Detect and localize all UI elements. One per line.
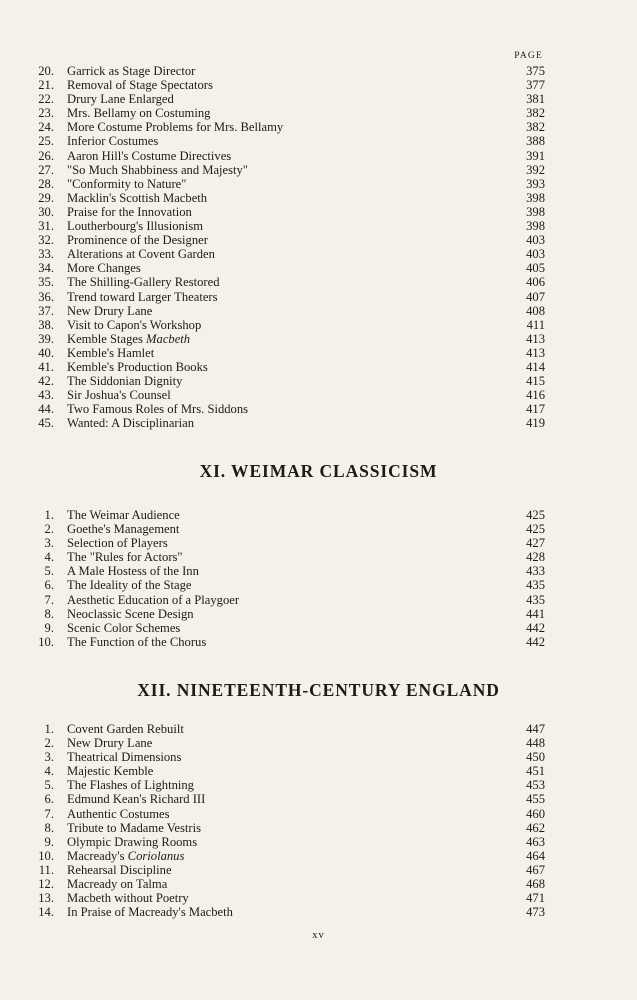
entry-number: 32. <box>38 233 54 248</box>
entry-number: 10. <box>38 634 54 649</box>
toc-entry <box>28 219 545 233</box>
toc-entry <box>28 621 545 635</box>
entry-title <box>67 607 485 621</box>
entry-number: 37. <box>38 303 54 318</box>
entry-title <box>67 578 485 592</box>
entry-title-text: Praise for the Innovation <box>67 204 192 219</box>
entry-title <box>67 750 485 764</box>
toc-entry <box>28 905 545 919</box>
entry-title-text: Inferior Costumes <box>67 134 159 149</box>
entry-title-text: A Male Hostess of the Inn <box>67 564 199 579</box>
entry-title <box>67 78 485 92</box>
entry-number: 9. <box>44 834 54 849</box>
entry-number: 35. <box>38 275 54 290</box>
page-column-label: PAGE <box>514 51 543 61</box>
entry-page: 433 <box>526 564 545 579</box>
entry-title <box>67 416 485 430</box>
toc-entry <box>28 863 545 877</box>
entry-title-text: New Drury Lane <box>67 736 153 751</box>
entry-number: 39. <box>38 331 54 346</box>
entry-page: 425 <box>526 508 545 522</box>
entry-number: 42. <box>38 374 54 389</box>
entry-page: 403 <box>526 233 545 248</box>
entry-title-text: Rehearsal Discipline <box>67 862 172 877</box>
toc-entry <box>28 78 545 92</box>
entry-page: 473 <box>526 905 545 920</box>
entry-title-text: Wanted: A Disciplinarian <box>67 416 194 431</box>
entry-page: 414 <box>526 359 545 374</box>
toc-entry <box>28 290 545 304</box>
entry-number: 8. <box>44 606 54 621</box>
entry-title-text: More Changes <box>67 261 141 276</box>
entry-title <box>67 550 485 564</box>
entry-title-text: Prominence of the Designer <box>67 233 208 248</box>
entry-title <box>67 821 485 835</box>
entry-title <box>67 835 485 849</box>
entry-title-text: Aesthetic Education of a Playgoer <box>67 592 240 607</box>
entry-page: 416 <box>526 388 545 403</box>
entry-title <box>67 564 485 578</box>
entry-page: 455 <box>526 792 545 807</box>
entry-number: 44. <box>38 402 54 417</box>
entry-title <box>67 621 485 635</box>
entry-title <box>67 764 485 778</box>
entry-title <box>67 149 485 163</box>
entry-number: 26. <box>38 148 54 163</box>
entry-page: 381 <box>526 92 545 107</box>
entry-title-italic: Macbeth <box>146 331 191 346</box>
toc-entry <box>28 388 545 402</box>
toc-entry <box>28 522 545 536</box>
entry-number: 23. <box>38 106 54 121</box>
entry-number: 9. <box>44 620 54 635</box>
entry-title <box>67 388 485 402</box>
toc-entry <box>28 261 545 275</box>
entry-page: 462 <box>526 820 545 835</box>
entry-title-text: Loutherbourg's Illusionism <box>67 219 204 234</box>
entry-page: 448 <box>526 736 545 751</box>
entry-title <box>67 219 485 233</box>
entry-number: 5. <box>44 564 54 579</box>
entry-title <box>67 346 485 360</box>
entry-title <box>67 304 485 318</box>
entry-title <box>67 247 485 261</box>
entry-number: 6. <box>44 578 54 593</box>
entry-page: 392 <box>526 162 545 177</box>
toc-entry <box>28 849 545 863</box>
entry-title <box>67 722 485 736</box>
entry-title-text: "Conformity to Nature" <box>67 176 187 191</box>
entry-title <box>67 261 485 275</box>
entry-title <box>67 635 485 649</box>
entry-number: 13. <box>38 891 54 906</box>
entry-title-text: Edmund Kean's Richard III <box>67 792 206 807</box>
entry-page: 441 <box>526 606 545 621</box>
toc-entry <box>28 92 545 106</box>
entry-title <box>67 106 485 120</box>
entry-title-text: Macready on Talma <box>67 877 168 892</box>
entry-title-text: Neoclassic Scene Design <box>67 606 194 621</box>
entry-title-text: New Drury Lane <box>67 303 153 318</box>
entry-page: 417 <box>526 402 545 417</box>
entry-title-text: Alterations at Covent Garden <box>67 247 215 262</box>
entry-page: 442 <box>526 620 545 635</box>
toc-entry <box>28 807 545 821</box>
entry-page: 398 <box>526 219 545 234</box>
entry-page: 425 <box>526 522 545 537</box>
entry-number: 28. <box>38 176 54 191</box>
entry-page: 435 <box>526 592 545 607</box>
entry-page: 460 <box>526 806 545 821</box>
entry-number: 24. <box>38 120 54 135</box>
entry-title <box>67 593 485 607</box>
toc-entry <box>28 360 545 374</box>
toc-entry <box>28 593 545 607</box>
entry-number: 36. <box>38 289 54 304</box>
entry-title-text: Macbeth without Poetry <box>67 891 189 906</box>
entry-title-text: More Costume Problems for Mrs. Bellamy <box>67 120 284 135</box>
toc-entry <box>28 792 545 806</box>
entry-title-text: Two Famous Roles of Mrs. Siddons <box>67 402 249 417</box>
toc-entry <box>28 550 545 564</box>
toc-entry <box>28 416 545 430</box>
entry-title <box>67 792 485 806</box>
entry-page: 382 <box>526 120 545 135</box>
entry-page: 393 <box>526 176 545 191</box>
toc-entry <box>28 750 545 764</box>
entry-title-italic: Coriolanus <box>127 848 185 863</box>
toc-entry <box>28 564 545 578</box>
entry-number: 1. <box>44 722 54 736</box>
entry-number: 7. <box>44 806 54 821</box>
toc-list-england <box>28 722 545 919</box>
entry-number: 30. <box>38 204 54 219</box>
entry-title <box>67 877 485 891</box>
entry-title <box>67 891 485 905</box>
entry-page: 453 <box>526 778 545 793</box>
toc-entry <box>28 835 545 849</box>
entry-number: 3. <box>44 750 54 765</box>
entry-title-text: Drury Lane Enlarged <box>67 92 174 107</box>
entry-title <box>67 134 485 148</box>
toc-entry <box>28 332 545 346</box>
entry-title <box>67 191 485 205</box>
toc-entry <box>28 764 545 778</box>
toc-entry <box>28 402 545 416</box>
entry-title-text: In Praise of Macready's Macbeth <box>67 905 233 920</box>
entry-title <box>67 536 485 550</box>
entry-page: 413 <box>526 331 545 346</box>
entry-number: 21. <box>38 78 54 93</box>
toc-entry <box>28 346 545 360</box>
entry-title <box>67 778 485 792</box>
entry-number: 22. <box>38 92 54 107</box>
entry-page: 413 <box>526 345 545 360</box>
entry-title <box>67 332 485 346</box>
entry-title-text: Garrick as Stage Director <box>67 64 196 78</box>
entry-page: 442 <box>526 634 545 649</box>
entry-number: 43. <box>38 388 54 403</box>
entry-number: 5. <box>44 778 54 793</box>
entry-title <box>67 205 485 219</box>
entry-page: 427 <box>526 536 545 551</box>
entry-page: 419 <box>526 416 545 431</box>
toc-entry <box>28 536 545 550</box>
entry-title-text: Mrs. Bellamy on Costuming <box>67 106 211 121</box>
toc-entry <box>28 607 545 621</box>
entry-page: 467 <box>526 862 545 877</box>
toc-entry <box>28 247 545 261</box>
entry-title <box>67 163 485 177</box>
entry-number: 31. <box>38 219 54 234</box>
entry-title-text: Majestic Kemble <box>67 764 154 779</box>
entry-number: 40. <box>38 345 54 360</box>
entry-title <box>67 318 485 332</box>
toc-entry <box>28 635 545 649</box>
entry-title-text: The Function of the Chorus <box>67 634 207 649</box>
entry-title-text: Aaron Hill's Costume Directives <box>67 148 232 163</box>
entry-page: 468 <box>526 877 545 892</box>
entry-title-text: Macklin's Scottish Macbeth <box>67 190 208 205</box>
toc-entry <box>28 508 545 522</box>
toc-entry <box>28 318 545 332</box>
entry-number: 14. <box>38 905 54 920</box>
entry-number: 20. <box>38 64 54 78</box>
entry-page: 382 <box>526 106 545 121</box>
entry-page: 408 <box>526 303 545 318</box>
entry-title-text: Goethe's Management <box>67 522 180 537</box>
toc-entry <box>28 191 545 205</box>
entry-page: 447 <box>526 722 545 736</box>
entry-title-text: Trend toward Larger Theaters <box>67 289 218 304</box>
entry-number: 27. <box>38 162 54 177</box>
entry-title <box>67 64 485 78</box>
section-heading-weimar: XI. WEIMAR CLASSICISM <box>199 461 438 481</box>
entry-title-text: Authentic Costumes <box>67 806 170 821</box>
entry-page: 398 <box>526 204 545 219</box>
entry-page: 411 <box>526 317 545 332</box>
entry-title-text: Selection of Players <box>67 536 168 551</box>
entry-number: 2. <box>44 736 54 751</box>
entry-title-text: The Weimar Audience <box>67 508 180 522</box>
entry-page: 391 <box>526 148 545 163</box>
entry-page: 406 <box>526 275 545 290</box>
entry-title <box>67 275 485 289</box>
entry-title <box>67 905 485 919</box>
entry-page: 407 <box>526 289 545 304</box>
entry-title-text: Sir Joshua's Counsel <box>67 388 171 403</box>
entry-number: 45. <box>38 416 54 431</box>
entry-title-text: Olympic Drawing Rooms <box>67 834 198 849</box>
entry-title <box>67 807 485 821</box>
entry-title <box>67 508 485 522</box>
toc-entry <box>28 304 545 318</box>
entry-title <box>67 290 485 304</box>
entry-title <box>67 177 485 191</box>
toc-entry <box>28 891 545 905</box>
entry-page: 428 <box>526 550 545 565</box>
toc-entry <box>28 374 545 388</box>
entry-page: 451 <box>526 764 545 779</box>
entry-number: 1. <box>44 508 54 522</box>
entry-number: 11. <box>38 862 54 877</box>
entry-number: 25. <box>38 134 54 149</box>
entry-number: 38. <box>38 317 54 332</box>
entry-page: 398 <box>526 190 545 205</box>
toc-entry <box>28 275 545 289</box>
toc-entry <box>28 736 545 750</box>
toc-entry <box>28 722 545 736</box>
entry-title <box>67 120 485 134</box>
toc-entry <box>28 205 545 219</box>
entry-page: 415 <box>526 374 545 389</box>
entry-number: 3. <box>44 536 54 551</box>
entry-title-text: Visit to Capon's Workshop <box>67 317 202 332</box>
entry-title-text: Theatrical Dimensions <box>67 750 182 765</box>
entry-title <box>67 849 485 863</box>
entry-number: 12. <box>38 877 54 892</box>
entry-page: 388 <box>526 134 545 149</box>
entry-title-text: Tribute to Madame Vestris <box>67 820 201 835</box>
toc-entry <box>28 778 545 792</box>
entry-title-text: The "Rules for Actors" <box>67 550 183 565</box>
entry-title <box>67 92 485 106</box>
toc-entry <box>28 163 545 177</box>
entry-title-text: Macready's <box>67 848 128 863</box>
entry-title-text: The Ideality of the Stage <box>67 578 192 593</box>
entry-number: 10. <box>38 848 54 863</box>
entry-page: 403 <box>526 247 545 262</box>
entry-title <box>67 360 485 374</box>
entry-page: 464 <box>526 848 545 863</box>
entry-page: 375 <box>526 64 545 78</box>
entry-number: 8. <box>44 820 54 835</box>
entry-number: 2. <box>44 522 54 537</box>
entry-page: 377 <box>526 78 545 93</box>
toc-entry <box>28 134 545 148</box>
entry-title <box>67 374 485 388</box>
entry-number: 6. <box>44 792 54 807</box>
entry-title-text: Covent Garden Rebuilt <box>67 722 184 736</box>
entry-title-text: "So Much Shabbiness and Majesty" <box>67 162 248 177</box>
entry-title <box>67 736 485 750</box>
entry-number: 29. <box>38 190 54 205</box>
toc-entry <box>28 578 545 592</box>
entry-page: 405 <box>526 261 545 276</box>
entry-page: 450 <box>526 750 545 765</box>
entry-title <box>67 402 485 416</box>
page-number: xv <box>312 930 325 941</box>
entry-number: 33. <box>38 247 54 262</box>
entry-number: 7. <box>44 592 54 607</box>
entry-number: 41. <box>38 359 54 374</box>
toc-entry <box>28 821 545 835</box>
entry-title-text: Removal of Stage Spectators <box>67 78 213 93</box>
entry-number: 34. <box>38 261 54 276</box>
entry-title-text: The Siddonian Dignity <box>67 374 183 389</box>
entry-number: 4. <box>44 550 54 565</box>
toc-entry <box>28 149 545 163</box>
section-heading-england: XII. NINETEENTH-CENTURY ENGLAND <box>137 680 500 700</box>
entry-title <box>67 233 485 247</box>
toc-list-weimar <box>28 508 545 649</box>
entry-title-text: Scenic Color Schemes <box>67 620 181 635</box>
toc-entry <box>28 106 545 120</box>
toc-entry <box>28 233 545 247</box>
entry-page: 463 <box>526 834 545 849</box>
toc-entry <box>28 64 545 78</box>
toc-list-continued <box>28 64 545 430</box>
entry-title <box>67 522 485 536</box>
toc-entry <box>28 120 545 134</box>
entry-title-text: Kemble's Production Books <box>67 359 208 374</box>
entry-title <box>67 863 485 877</box>
entry-page: 435 <box>526 578 545 593</box>
toc-entry <box>28 177 545 191</box>
entry-title-text: Kemble Stages <box>67 331 147 346</box>
entry-page: 471 <box>526 891 545 906</box>
entry-title-text: The Flashes of Lightning <box>67 778 194 793</box>
entry-number: 4. <box>44 764 54 779</box>
toc-entry <box>28 877 545 891</box>
entry-title-text: Kemble's Hamlet <box>67 345 155 360</box>
entry-title-text: The Shilling-Gallery Restored <box>67 275 220 290</box>
